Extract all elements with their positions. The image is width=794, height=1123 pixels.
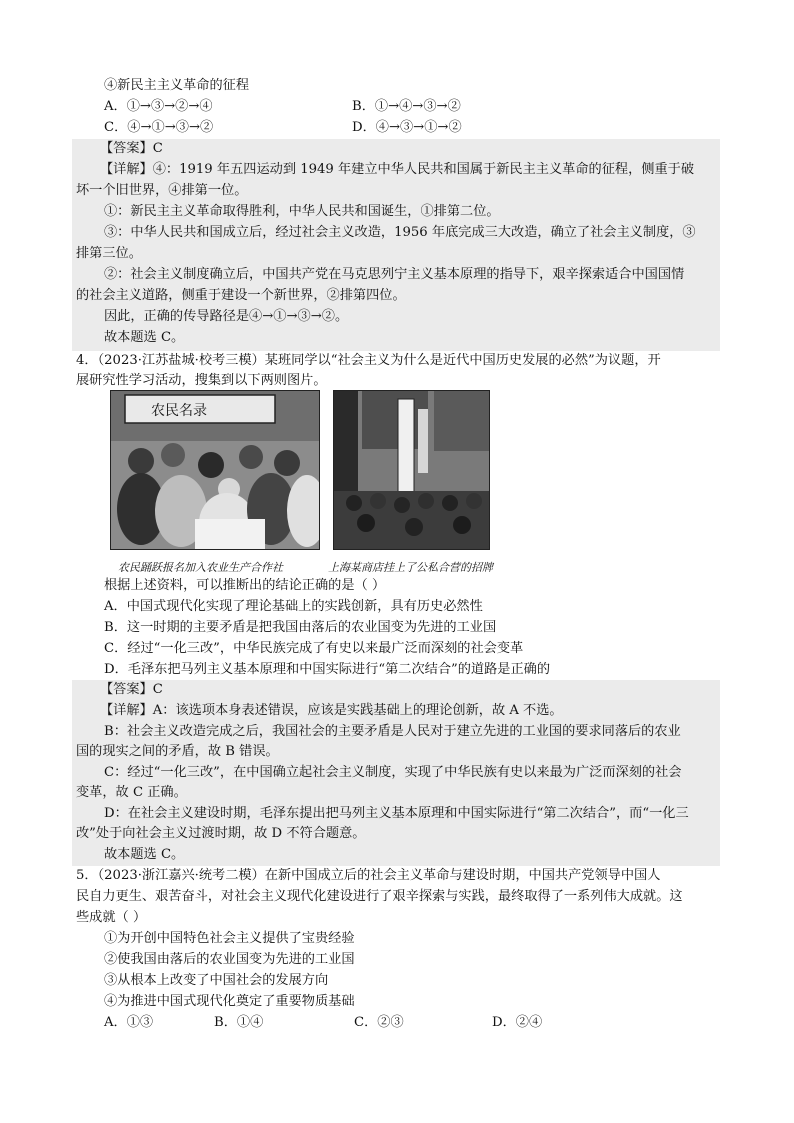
q3-detail-line: 坏一个旧世界，④排第一位。 [76,183,248,198]
q5-item-1: ①为开创中国特色社会主义提供了宝贵经验 [104,931,355,946]
q4-answer-block [72,680,720,866]
q3-option-b: B．①→④→③→② [352,99,461,114]
q5-item-2: ②使我国由落后的农业国变为先进的工业国 [104,952,355,967]
q5-option-c: C．②③ [354,1015,404,1030]
q5-item-3: ③从根本上改变了中国社会的发展方向 [104,973,329,988]
q3-detail-line: 排第三位。 [76,246,142,261]
q4-question: 根据上述资料，可以推断出的结论正确的是（ ） [104,578,386,593]
q3-detail-line: ①：新民主主义革命取得胜利，中华人民共和国诞生，①排第二位。 [104,204,500,219]
q3-item-4: ④新民主主义革命的征程 [104,78,250,93]
q5-stem-line: 民自力更生、艰苦奋斗，对社会主义现代化建设进行了艰辛探索与实践，最终取得了一系列伟大成就。这 [76,889,683,904]
q4-detail-line: D：在社会主义建设时期，毛泽东提出把马列主义基本原理和中国实际进行“第二次结合”，而“一化三 [104,806,689,821]
q4-stem-line: 展研究性学习活动，搜集到以下两则图片。 [76,373,327,388]
photo-captions [118,560,498,576]
q4-stem-line: 4．（2023·江苏盐城·校考三模）某班同学以“社会主义为什么是近代中国历史发展的必然”为议题，开 [76,353,661,368]
q4-detail-line: 【详解】A：该选项本身表述错误，应该是实践基础上的理论创新，故 A 不选。 [100,703,563,718]
q5-item-4: ④为推进中国式现代化奠定了重要物质基础 [104,994,355,1009]
caption-left: 农民踊跃报名加入农业生产合作社 [118,561,283,574]
q5-option-b: B．①④ [214,1015,264,1030]
q5-option-d: D．②④ [492,1015,543,1030]
q5-stem-line: 5．（2023·浙江嘉兴·统考二模）在新中国成立后的社会主义革命与建设时期，中国共产党领导中国人 [76,868,661,883]
q3-option-c: C．④→①→③→② [104,120,214,135]
q4-option-c: C．经过“一化三改”，中华民族完成了有史以来最广泛而深刻的社会变革 [104,641,524,656]
q3-detail-line: 的社会主义道路，侧重于建设一个新世界，②排第四位。 [76,288,406,303]
q4-detail-line: 改”处于向社会主义过渡时期，故 D 不符合题意。 [76,826,366,841]
photo-store-illustration [334,391,489,549]
q4-option-b: B．这一时期的主要矛盾是把我国由落后的农业国变为先进的工业国 [104,620,497,635]
q3-conclusion: 故本题选 C。 [104,330,185,345]
q4-option-a: A．中国式现代化实现了理论基础上的实践创新，具有历史必然性 [104,599,483,614]
q3-detail-line: ②：社会主义制度确立后，中国共产党在马克思列宁主义基本原理的指导下，艰辛探索适合中国国情 [104,267,685,282]
q4-detail-line: 国的现实之间的矛盾，故 B 错误。 [76,744,279,759]
photo-farmers-illustration [111,391,319,549]
q3-detail-line: 因此，正确的传导路径是④→①→③→②。 [104,309,349,324]
photo-sign-text: 农民名录 [151,403,207,419]
photo-farmers-joining-cooperative [110,390,320,550]
q4-option-d: D．毛泽东把马列主义基本原理和中国实际进行“第二次结合”的道路是正确的 [104,662,551,677]
q3-option-a: A．①→③→②→④ [104,99,213,114]
q4-answer: 【答案】C [100,682,163,697]
q4-conclusion: 故本题选 C。 [104,847,185,862]
q5-stem-line: 些成就（ ） [76,910,147,925]
q4-detail-line: 变革，故 C 正确。 [76,785,187,800]
q4-detail-line: B：社会主义改造完成之后，我国社会的主要矛盾是人民对于建立先进的工业国的要求同落后的农业 [104,724,681,739]
q5-option-a: A．①③ [104,1015,154,1030]
q3-answer: 【答案】C [100,141,163,156]
q3-answer-block [72,139,720,351]
q3-detail-line: 【详解】④：1919 年五四运动到 1949 年建立中华人民共和国属于新民主主义革命的征程，侧重于破 [100,162,695,177]
q4-detail-line: C：经过“一化三改”，在中国确立起社会主义制度，实现了中华民族有史以来最为广泛而深刻的社会 [104,765,682,780]
photo-shanghai-store-joint-venture [333,390,490,550]
q3-detail-line: ③：中华人民共和国成立后，经过社会主义改造，1956 年底完成三大改造，确立了社会主义制度，③ [104,225,696,240]
caption-right: 上海某商店挂上了公私合营的招牌 [328,561,493,574]
q3-option-d: D．④→③→①→② [352,120,462,135]
